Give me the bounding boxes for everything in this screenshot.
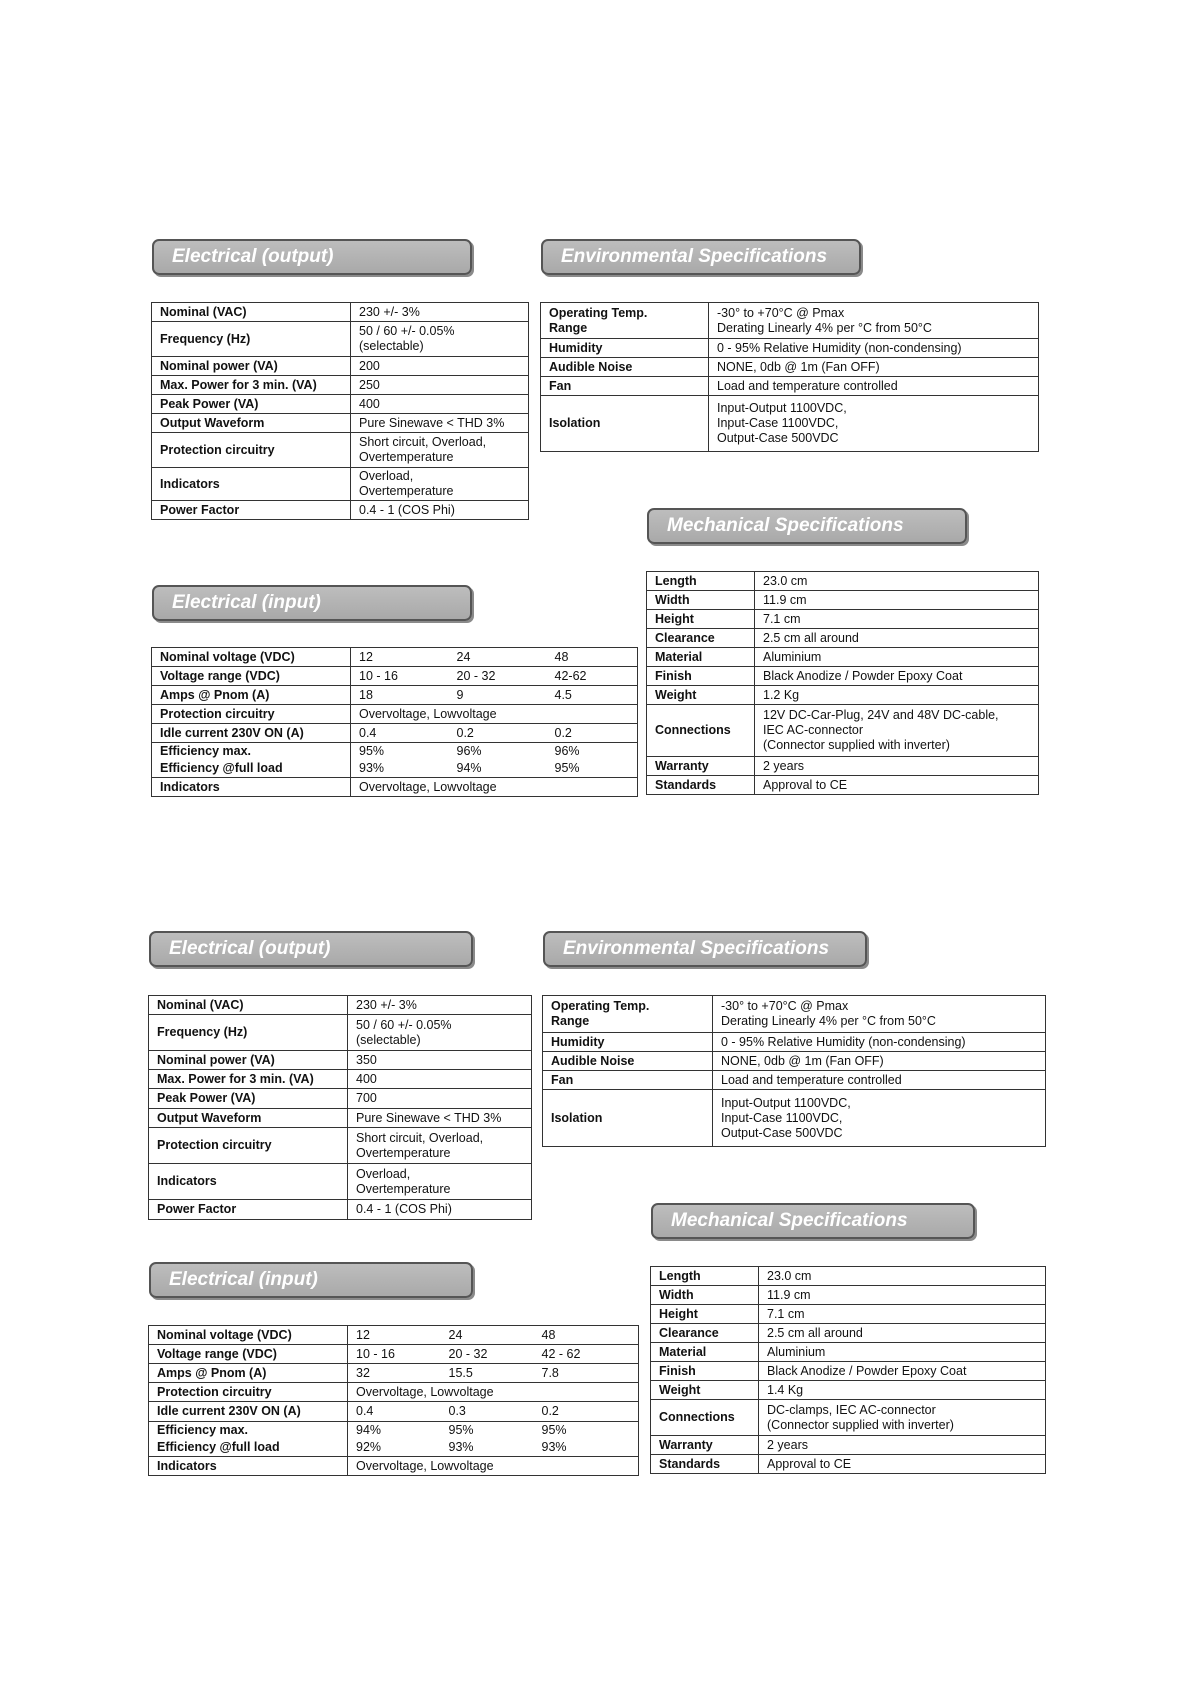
spec-value: Input-Output 1100VDC, Input-Case 1100VDC, Output-Case 500VDC (713, 1090, 1046, 1147)
table-row (543, 1033, 1046, 1052)
table-row (543, 1090, 1046, 1147)
electrical-input-table (151, 647, 638, 797)
spec-label: Nominal (VAC) (149, 996, 348, 1015)
spec-value: 0.2 (547, 724, 638, 743)
spec-value: 230 +/- 3% (348, 996, 532, 1015)
spec-label: Standards (651, 1455, 759, 1474)
spec-label: Protection circuitry (149, 1383, 348, 1402)
table-row (651, 1305, 1046, 1324)
spec-label: Standards (647, 776, 755, 795)
spec-value: Pure Sinewave < THD 3% (351, 414, 529, 433)
table-row (651, 1267, 1046, 1286)
spec-value: 96% (449, 743, 547, 761)
table-row (149, 1109, 532, 1128)
table-row (149, 1383, 639, 1402)
spec-label: Idle current 230V ON (A) (149, 1402, 348, 1422)
spec-value: 50 / 60 +/- 0.05% (selectable) (348, 1015, 532, 1051)
spec-value: 23.0 cm (759, 1267, 1046, 1286)
electrical-input-header: Electrical (input) (152, 585, 472, 621)
spec-value: Aluminium (759, 1343, 1046, 1362)
spec-label: Indicators (149, 1164, 348, 1200)
spec-value: 230 +/- 3% (351, 303, 529, 322)
table-row (152, 778, 638, 797)
table-row (149, 1051, 532, 1070)
spec-value: Short circuit, Overload, Overtemperature (348, 1128, 532, 1164)
table-row (543, 996, 1046, 1033)
table-row (647, 610, 1039, 629)
table-row (543, 1071, 1046, 1090)
table-row (647, 591, 1039, 610)
table-row (149, 1200, 532, 1220)
spec-label: Humidity (541, 339, 709, 358)
spec-value: 94% (449, 760, 547, 778)
spec-label: Operating Temp. Range (541, 303, 709, 339)
spec-value: 10 - 16 (348, 1345, 441, 1364)
spec-value: 50 / 60 +/- 0.05% (selectable) (351, 322, 529, 357)
spec-label: Nominal power (VA) (149, 1051, 348, 1070)
spec-label: Fan (541, 377, 709, 396)
spec-label: Warranty (647, 757, 755, 776)
spec-value: 20 - 32 (441, 1345, 534, 1364)
table-row (541, 396, 1039, 452)
spec-value: Overvoltage, Lowvoltage (348, 1383, 639, 1402)
spec-value: 11.9 cm (755, 591, 1039, 610)
spec-label: Frequency (Hz) (149, 1015, 348, 1051)
spec-value: 42-62 (547, 667, 638, 686)
table-row (152, 322, 529, 357)
spec-label: Width (651, 1286, 759, 1305)
spec-value: 250 (351, 376, 529, 395)
spec-value: 0.4 (351, 724, 449, 743)
spec-label: Protection circuitry (149, 1128, 348, 1164)
spec-label: Finish (651, 1362, 759, 1381)
table-row (152, 760, 638, 778)
table-row (149, 996, 532, 1015)
table-row (647, 648, 1039, 667)
table-row (149, 1164, 532, 1200)
spec-value: 2 years (759, 1436, 1046, 1455)
table-row (543, 1052, 1046, 1071)
spec-value: 400 (351, 395, 529, 414)
spec-label: Warranty (651, 1436, 759, 1455)
table-row (647, 686, 1039, 705)
spec-value: 95% (441, 1422, 534, 1440)
table-row (651, 1400, 1046, 1436)
spec-value: -30° to +70°C @ Pmax Derating Linearly 4% per °C from 50°C (713, 996, 1046, 1033)
spec-value: Approval to CE (759, 1455, 1046, 1474)
spec-label: Material (651, 1343, 759, 1362)
spec-value: 93% (534, 1439, 639, 1457)
spec-value: Overload, Overtemperature (351, 468, 529, 501)
spec-value: 20 - 32 (449, 667, 547, 686)
spec-value: 95% (547, 760, 638, 778)
spec-label: Nominal power (VA) (152, 357, 351, 376)
spec-label: Protection circuitry (152, 705, 351, 724)
spec-value: 12 (351, 648, 449, 667)
spec-label: Peak Power (VA) (152, 395, 351, 414)
spec-value: Overvoltage, Lowvoltage (348, 1457, 639, 1476)
spec-value: Pure Sinewave < THD 3% (348, 1109, 532, 1128)
spec-label: Width (647, 591, 755, 610)
spec-label: Audible Noise (543, 1052, 713, 1071)
table-row (651, 1455, 1046, 1474)
spec-value: 0 - 95% Relative Humidity (non-condensing) (713, 1033, 1046, 1052)
spec-label: Height (647, 610, 755, 629)
spec-label: Material (647, 648, 755, 667)
environmental-table (540, 302, 1039, 452)
spec-value: DC-clamps, IEC AC-connector (Connector supplied with inverter) (759, 1400, 1046, 1436)
spec-value: 15.5 (441, 1364, 534, 1383)
mechanical-table (650, 1266, 1046, 1474)
spec-label: Indicators (152, 778, 351, 797)
spec-label: Isolation (541, 396, 709, 452)
spec-value: 92% (348, 1439, 441, 1457)
spec-value: Short circuit, Overload, Overtemperature (351, 433, 529, 468)
spec-value: Approval to CE (755, 776, 1039, 795)
spec-label: Clearance (651, 1324, 759, 1343)
spec-value: Black Anodize / Powder Epoxy Coat (755, 667, 1039, 686)
table-row (149, 1422, 639, 1440)
spec-value: Overvoltage, Lowvoltage (351, 778, 638, 797)
table-row (149, 1439, 639, 1457)
spec-value: 0.2 (449, 724, 547, 743)
spec-value: Input-Output 1100VDC, Input-Case 1100VDC, Output-Case 500VDC (709, 396, 1039, 452)
environmental-header: Environmental Specifications (543, 931, 867, 967)
table-row (152, 468, 529, 501)
spec-value: 18 (351, 686, 449, 705)
table-row (152, 705, 638, 724)
spec-value: 7.8 (534, 1364, 639, 1383)
spec-label: Voltage range (VDC) (149, 1345, 348, 1364)
spec-label: Max. Power for 3 min. (VA) (149, 1070, 348, 1089)
table-row (647, 629, 1039, 648)
spec-value: 12V DC-Car-Plug, 24V and 48V DC-cable, IEC AC-connector (Connector supplied with inverter) (755, 705, 1039, 757)
spec-label: Nominal (VAC) (152, 303, 351, 322)
spec-label: Length (651, 1267, 759, 1286)
table-row (647, 572, 1039, 591)
spec-value: 0.2 (534, 1402, 639, 1422)
spec-label: Voltage range (VDC) (152, 667, 351, 686)
table-row (541, 377, 1039, 396)
spec-label: Protection circuitry (152, 433, 351, 468)
spec-value: NONE, 0db @ 1m (Fan OFF) (713, 1052, 1046, 1071)
spec-value: 7.1 cm (755, 610, 1039, 629)
spec-value: NONE, 0db @ 1m (Fan OFF) (709, 358, 1039, 377)
spec-value: 2.5 cm all around (759, 1324, 1046, 1343)
spec-value: 0 - 95% Relative Humidity (non-condensing) (709, 339, 1039, 358)
spec-label: Audible Noise (541, 358, 709, 377)
table-row (149, 1364, 639, 1383)
table-row (647, 757, 1039, 776)
spec-label: Frequency (Hz) (152, 322, 351, 357)
spec-value: 94% (348, 1422, 441, 1440)
table-row (152, 433, 529, 468)
spec-value: 200 (351, 357, 529, 376)
spec-label: Efficiency max. (152, 743, 351, 761)
table-row (152, 743, 638, 761)
spec-value: 48 (534, 1326, 639, 1345)
spec-value: 95% (534, 1422, 639, 1440)
table-row (152, 357, 529, 376)
mechanical-header: Mechanical Specifications (651, 1203, 975, 1239)
table-row (152, 648, 638, 667)
spec-value: 10 - 16 (351, 667, 449, 686)
spec-label: Power Factor (152, 501, 351, 520)
spec-value: 2.5 cm all around (755, 629, 1039, 648)
spec-value: 93% (441, 1439, 534, 1457)
spec-label: Efficiency @full load (149, 1439, 348, 1457)
spec-label: Weight (647, 686, 755, 705)
mechanical-table (646, 571, 1039, 795)
spec-label: Length (647, 572, 755, 591)
spec-label: Efficiency @full load (152, 760, 351, 778)
spec-value: Black Anodize / Powder Epoxy Coat (759, 1362, 1046, 1381)
spec-value: -30° to +70°C @ Pmax Derating Linearly 4% per °C from 50°C (709, 303, 1039, 339)
table-row (541, 303, 1039, 339)
spec-value: 24 (449, 648, 547, 667)
spec-label: Power Factor (149, 1200, 348, 1220)
spec-value: 700 (348, 1089, 532, 1109)
spec-value: 1.2 Kg (755, 686, 1039, 705)
spec-value: 24 (441, 1326, 534, 1345)
table-row (152, 686, 638, 705)
spec-value: 0.3 (441, 1402, 534, 1422)
spec-value: 0.4 (348, 1402, 441, 1422)
spec-label: Amps @ Pnom (A) (149, 1364, 348, 1383)
table-row (149, 1402, 639, 1422)
table-row (152, 501, 529, 520)
mechanical-header: Mechanical Specifications (647, 508, 967, 544)
table-row (152, 414, 529, 433)
table-row (149, 1070, 532, 1089)
spec-value: 12 (348, 1326, 441, 1345)
spec-value: 93% (351, 760, 449, 778)
table-row (152, 667, 638, 686)
spec-value: 4.5 (547, 686, 638, 705)
table-row (651, 1343, 1046, 1362)
spec-label: Indicators (149, 1457, 348, 1476)
spec-label: Connections (651, 1400, 759, 1436)
spec-value: 96% (547, 743, 638, 761)
spec-label: Clearance (647, 629, 755, 648)
spec-label: Height (651, 1305, 759, 1324)
table-row (149, 1326, 639, 1345)
table-row (149, 1089, 532, 1109)
spec-label: Weight (651, 1381, 759, 1400)
environmental-table (542, 995, 1046, 1147)
spec-value: 23.0 cm (755, 572, 1039, 591)
table-row (149, 1457, 639, 1476)
spec-label: Indicators (152, 468, 351, 501)
table-row (149, 1128, 532, 1164)
spec-value: Load and temperature controlled (713, 1071, 1046, 1090)
table-row (152, 395, 529, 414)
spec-value: 32 (348, 1364, 441, 1383)
table-row (541, 358, 1039, 377)
spec-value: 48 (547, 648, 638, 667)
spec-label: Fan (543, 1071, 713, 1090)
spec-label: Isolation (543, 1090, 713, 1147)
spec-label: Finish (647, 667, 755, 686)
spec-value: 0.4 - 1 (COS Phi) (348, 1200, 532, 1220)
spec-label: Nominal voltage (VDC) (149, 1326, 348, 1345)
spec-value: 42 - 62 (534, 1345, 639, 1364)
spec-value: 9 (449, 686, 547, 705)
spec-value: 2 years (755, 757, 1039, 776)
spec-label: Humidity (543, 1033, 713, 1052)
spec-value: 350 (348, 1051, 532, 1070)
table-row (651, 1286, 1046, 1305)
spec-label: Amps @ Pnom (A) (152, 686, 351, 705)
spec-value: 0.4 - 1 (COS Phi) (351, 501, 529, 520)
table-row (647, 776, 1039, 795)
table-row (651, 1362, 1046, 1381)
spec-label: Nominal voltage (VDC) (152, 648, 351, 667)
table-row (152, 303, 529, 322)
spec-label: Max. Power for 3 min. (VA) (152, 376, 351, 395)
spec-value: Load and temperature controlled (709, 377, 1039, 396)
spec-value: Overload, Overtemperature (348, 1164, 532, 1200)
electrical-output-table (151, 302, 529, 520)
table-row (651, 1381, 1046, 1400)
table-row (647, 667, 1039, 686)
spec-value: Aluminium (755, 648, 1039, 667)
spec-value: 400 (348, 1070, 532, 1089)
table-row (647, 705, 1039, 757)
spec-label: Peak Power (VA) (149, 1089, 348, 1109)
table-row (651, 1436, 1046, 1455)
table-row (541, 339, 1039, 358)
spec-label: Idle current 230V ON (A) (152, 724, 351, 743)
spec-value: Overvoltage, Lowvoltage (351, 705, 638, 724)
environmental-header: Environmental Specifications (541, 239, 861, 275)
table-row (152, 376, 529, 395)
spec-value: 11.9 cm (759, 1286, 1046, 1305)
table-row (149, 1345, 639, 1364)
electrical-input-header: Electrical (input) (149, 1262, 473, 1298)
spec-value: 95% (351, 743, 449, 761)
spec-label: Operating Temp. Range (543, 996, 713, 1033)
spec-label: Connections (647, 705, 755, 757)
electrical-output-table (148, 995, 532, 1220)
electrical-output-header: Electrical (output) (152, 239, 472, 275)
spec-value: 7.1 cm (759, 1305, 1046, 1324)
electrical-input-table (148, 1325, 639, 1476)
spec-label: Efficiency max. (149, 1422, 348, 1440)
table-row (149, 1015, 532, 1051)
table-row (651, 1324, 1046, 1343)
table-row (152, 724, 638, 743)
spec-label: Output Waveform (152, 414, 351, 433)
spec-label: Output Waveform (149, 1109, 348, 1128)
electrical-output-header: Electrical (output) (149, 931, 473, 967)
spec-value: 1.4 Kg (759, 1381, 1046, 1400)
